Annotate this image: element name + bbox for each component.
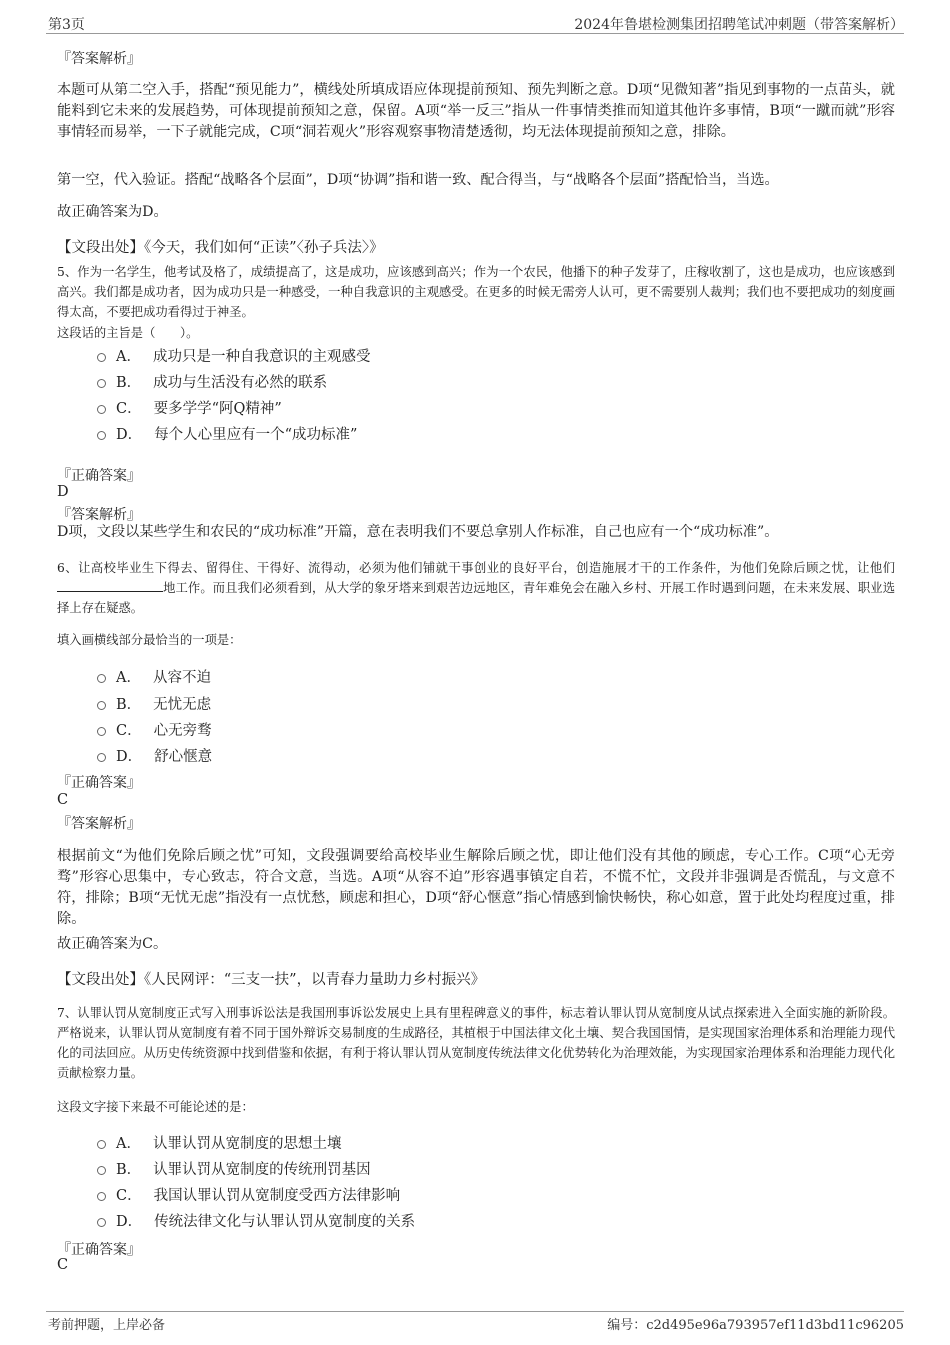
q5-correct-answer: D bbox=[57, 484, 69, 500]
q4-analysis-label: 『答案解析』 bbox=[57, 51, 141, 67]
q7-option-b[interactable]: B． 认罪认罚从宽制度的传统刑罚基因 bbox=[97, 1158, 371, 1179]
radio-icon[interactable] bbox=[97, 753, 106, 762]
q6-option-a[interactable]: A． 从容不迫 bbox=[97, 666, 211, 687]
radio-icon[interactable] bbox=[97, 379, 106, 388]
q7-option-a[interactable]: A． 认罪认罚从宽制度的思想土壤 bbox=[97, 1132, 341, 1153]
q6-stem: 6、让高校毕业生下得去、留得住、干得好、流得动，必须为他们铺就干事创业的良好平台，创造施展才干的工作条件，为他们免除后顾之忧，让他们地工作。而且我们必须看到，从大学的象牙塔来到艰苦边远地区，青年难免会在融入乡村、开展工作时遇到问题，在未来发展、职业选择上存在疑惑。 bbox=[57, 561, 895, 615]
q7-option-d[interactable]: D． 传统法律文化与认罪认罚从宽制度的关系 bbox=[97, 1210, 415, 1231]
radio-icon[interactable] bbox=[97, 353, 106, 362]
radio-icon[interactable] bbox=[97, 405, 106, 414]
q7-option-c[interactable]: C． 我国认罪认罚从宽制度受西方法律影响 bbox=[97, 1184, 400, 1205]
radio-icon[interactable] bbox=[97, 1218, 106, 1227]
footer-slogan: 考前押题，上岸必备 bbox=[48, 1318, 166, 1333]
q5-analysis-label: 『答案解析』 bbox=[57, 507, 141, 523]
header-divider bbox=[46, 33, 904, 34]
q5-option-d[interactable]: D． 每个人心里应有一个“成功标准” bbox=[97, 423, 357, 444]
document-title: 2024年鲁堪检测集团招聘笔试冲刺题（带答案解析） bbox=[574, 17, 904, 33]
q4-analysis-paragraph-1: 本题可从第二空入手，搭配“预见能力”，横线处所填成语应体现提前预知、预先判断之意。D项“见微知著”指见到事物的一点苗头，就能料到它未来的发展趋势，可体现提前预知之意，保留。A项“举一反三”指从一件事情类推而知道其他许多事情，B项“一蹴而就”形容事情轻而易举，一下子就能完成，C项“洞若观火”形容观察事物清楚透彻，均无法体现提前预知之意，排除。 bbox=[57, 82, 895, 140]
q5-correct-label: 『正确答案』 bbox=[57, 468, 141, 484]
q4-source: 【文段出处】《今天，我们如何“正读”〈孙子兵法〉》 bbox=[57, 240, 384, 256]
q6-option-c[interactable]: C． 心无旁骛 bbox=[97, 719, 212, 740]
q5-option-a[interactable]: A． 成功只是一种自我意识的主观感受 bbox=[97, 345, 370, 366]
q6-correct-answer: C bbox=[57, 792, 69, 808]
q6-correct-label: 『正确答案』 bbox=[57, 775, 141, 791]
q6-analysis: 根据前文“为他们免除后顾之忧”可知，文段强调要给高校毕业生解除后顾之忧，即让他们没有其他的顾虑，专心工作。C项“心无旁骛”形容心思集中，专心致志，符合文意，当选。A项“从容不迫”形容遇事镇定自若，不慌不忙，文段并非强调是否慌乱，与文意不符，排除；B项“无忧无虑”指没有一点忧愁，顾虑和担心，D项“舒心惬意”指心情感到愉快畅快，称心如意，置于此处均程度过重，排除。 bbox=[57, 848, 895, 927]
fill-blank bbox=[57, 578, 163, 592]
q5-analysis: D项，文段以某些学生和农民的“成功标准”开篇，意在表明我们不要总拿别人作标准，自己也应有一个“成功标准”。 bbox=[57, 524, 779, 540]
q5-option-b[interactable]: B． 成功与生活没有必然的联系 bbox=[97, 371, 327, 392]
q6-option-d[interactable]: D． 舒心惬意 bbox=[97, 745, 212, 766]
q6-source: 【文段出处】《人民网评：“三支一扶”，以青春力量助力乡村振兴》 bbox=[57, 972, 486, 988]
q5-ask: 这段话的主旨是（ ）。 bbox=[57, 326, 199, 340]
q6-ask: 填入画横线部分最恰当的一项是： bbox=[57, 633, 242, 647]
radio-icon[interactable] bbox=[97, 1140, 106, 1149]
q4-conclusion: 故正确答案为D。 bbox=[57, 204, 168, 220]
q6-analysis-label: 『答案解析』 bbox=[57, 816, 141, 832]
radio-icon[interactable] bbox=[97, 701, 106, 710]
q7-correct-label: 『正确答案』 bbox=[57, 1242, 141, 1258]
radio-icon[interactable] bbox=[97, 674, 106, 683]
q5-option-c[interactable]: C． 要多学学“阿Q精神” bbox=[97, 397, 282, 418]
q6-option-b[interactable]: B． 无忧无虑 bbox=[97, 693, 211, 714]
q7-ask: 这段文字接下来最不可能论述的是： bbox=[57, 1100, 254, 1114]
footer-divider bbox=[46, 1311, 904, 1312]
q5-stem: 5、作为一名学生，他考试及格了，成绩提高了，这是成功，应该感到高兴；作为一个农民，他播下的种子发芽了，庄稼收割了，这也是成功，也应该感到高兴。我们都是成功者，因为成功只是一种感受，一种自我意识的主观感受。在更多的时候无需旁人认可，更不需要别人裁判；我们也不要把成功的刻度画得太高，不要把成功看得过于神圣。 bbox=[57, 265, 895, 319]
q7-stem: 7、认罪认罚从宽制度正式写入刑事诉讼法是我国刑事诉讼发展史上具有里程碑意义的事件，标志着认罪认罚从宽制度从试点探索进入全面实施的新阶段。严格说来，认罪认罚从宽制度有着不同于国外辩诉交易制度的生成路径，其植根于中国法律文化土壤、契合我国国情，是实现国家治理体系和治理能力现代化的司法回应。从历史传统资源中找到借鉴和依据，有利于将认罪认罚从宽制度传统法律文化优势转化为治理效能，为实现国家治理体系和治理能力现代化贡献检察力量。 bbox=[57, 1006, 895, 1080]
footer-code: 编号：c2d495e96a793957ef11d3bd11c96205 bbox=[607, 1318, 904, 1333]
q4-analysis-paragraph-2: 第一空，代入验证。搭配“战略各个层面”，D项“协调”指和谐一致、配合得当，与“战略各个层面”搭配恰当，当选。 bbox=[57, 172, 779, 188]
radio-icon[interactable] bbox=[97, 1166, 106, 1175]
radio-icon[interactable] bbox=[97, 431, 106, 440]
q7-correct-answer: C bbox=[57, 1257, 69, 1273]
radio-icon[interactable] bbox=[97, 1192, 106, 1201]
q6-conclusion: 故正确答案为C。 bbox=[57, 936, 168, 952]
radio-icon[interactable] bbox=[97, 727, 106, 736]
page-number: 第3页 bbox=[48, 17, 85, 33]
